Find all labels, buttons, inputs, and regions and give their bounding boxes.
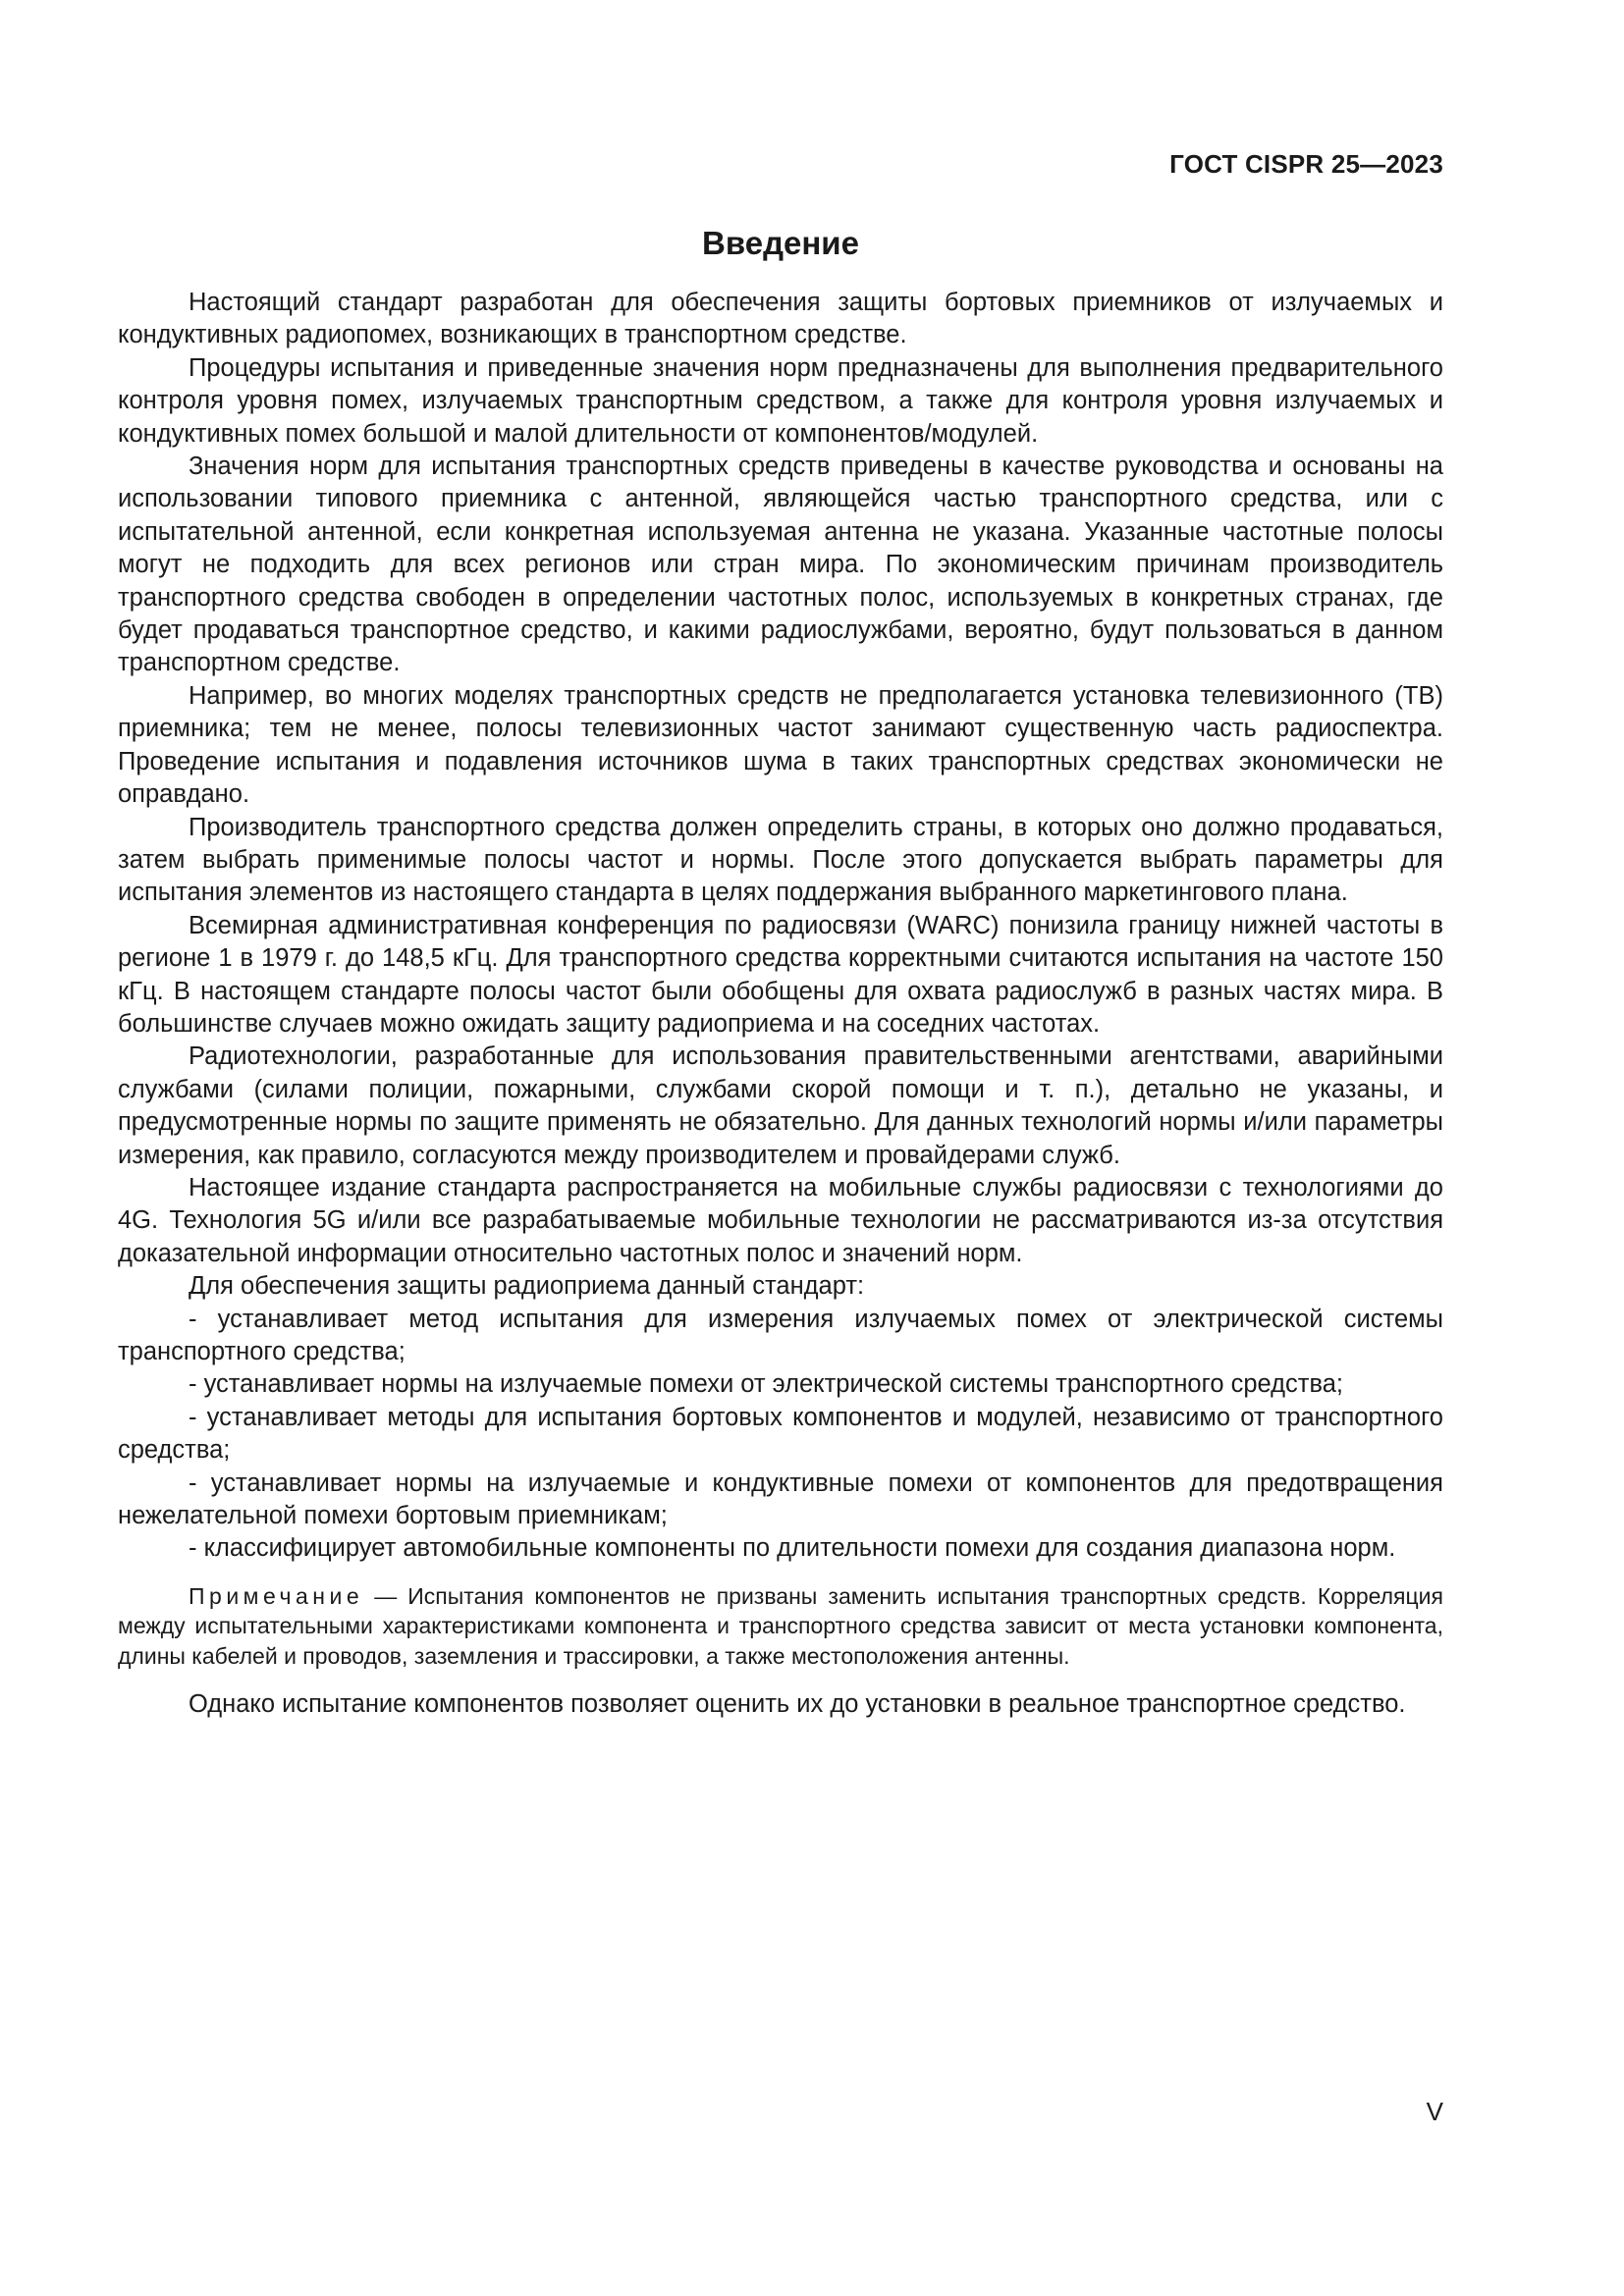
document-code: ГОСТ CISPR 25—2023 bbox=[1169, 149, 1443, 179]
paragraph: Настоящее издание стандарта распространяется на мобильные службы радиосвязи с технологиями до 4G. Технология 5G и/или все разрабатываемые мобильные технологии не рассматриваются из-за отсутствия доказательной информации относительно частотных полос и значений норм. bbox=[118, 1173, 1443, 1267]
paragraph: Значения норм для испытания транспортных средств приведены в качестве руководства и основаны на использовании типового приемника с антенной, являющейся частью транспортного средства, или с испытательной антенной, если конкретная используемая антенна не указана. Указанные частотные полосы могут не подходить для всех регионов или стран мира. По экономическим причинам производитель транспортного средства свободен в определении частотных полос, используемых в конкретных странах, где будет продаваться транспортное средство, и какими радиослужбами, вероятно, будут пользоваться в данном транспортном средстве. bbox=[118, 453, 1443, 677]
closing-paragraph: Однако испытание компонентов позволяет оценить их до установки в реальное транспортное средство. bbox=[189, 1690, 1406, 1719]
page-number: V bbox=[1426, 2097, 1443, 2126]
note bbox=[118, 1581, 1443, 1672]
paragraph: Настоящий стандарт разработан для обеспечения защиты бортовых приемников от излучаемых и кондуктивных радиопомех, возникающих в транспортном средстве. bbox=[118, 289, 1443, 349]
section-title: Введение bbox=[702, 225, 859, 261]
note-text: — Испытания компонентов не призваны заменить испытания транспортных средств. Корреляция между испытательными характеристиками компонента и транспортного средства зависит от места установки компонента, длины кабелей и проводов, заземления и трассировки, а также местоположения антенны. bbox=[118, 1582, 1443, 1669]
paragraph: Процедуры испытания и приведенные значения норм предназначены для выполнения предварительного контроля уровня помех, излучаемых транспортным средством, а также для контроля уровня излучаемых и кондуктивных помех большой и малой длительности от компонентов/модулей. bbox=[118, 353, 1443, 448]
paragraph: Радиотехнологии, разработанные для использования правительственными агентствами, аварийными службами (силами полиции, пожарными, службами скорой помощи и т. п.), детально не указаны, и предусмотренные нормы по защите применять не обязательно. Для данных технологий нормы и/или параметры измерения, как правило, согласуются между производителем и провайдерами служб. bbox=[118, 1042, 1443, 1169]
list-item: - устанавливает методы для испытания бортовых компонентов и модулей, независимо от транспортного средства; bbox=[118, 1403, 1443, 1465]
paragraph: Например, во многих моделях транспортных средств не предполагается установка телевизионного (ТВ) приемника; тем не менее, полосы телевизионных частот занимают существенную часть радиоспектра. Проведение испытания и подавления источников шума в таких транспортных средствах экономически не оправдано. bbox=[118, 681, 1443, 809]
note-label: Примечание bbox=[189, 1582, 364, 1609]
list-item: - устанавливает нормы на излучаемые помехи от электрической системы транспортного средства; bbox=[189, 1370, 1343, 1399]
list-item: - устанавливает метод испытания для измерения излучаемых помех от электрической системы транспортного средства; bbox=[118, 1305, 1443, 1365]
list-item: - классифицирует автомобильные компоненты по длительности помехи для создания диапазона норм. bbox=[189, 1534, 1396, 1563]
paragraph: Всемирная административная конференция по радиосвязи (WARC) понизила границу нижней частоты в регионе 1 в 1979 г. до 148,5 кГц. Для транспортного средства корректными считаются испытания на частоте 150 кГц. В настоящем стандарте полосы частот были обобщены для охвата радиослужб в разных частях мира. В большинстве случаев можно ожидать защиту радиоприема и на соседних частотах. bbox=[118, 911, 1443, 1038]
paragraph: Для обеспечения защиты радиоприема данный стандарт: bbox=[189, 1272, 865, 1301]
list-item: - устанавливает нормы на излучаемые и кондуктивные помехи от компонентов для предотвращения нежелательной помехи бортовым приемникам; bbox=[118, 1468, 1443, 1530]
document-body bbox=[118, 222, 1443, 1722]
paragraph: Производитель транспортного средства должен определить страны, в которых оно должно продаваться, затем выбрать применимые полосы частот и нормы. После этого допускается выбрать параметры для испытания элементов из настоящего стандарта в целях поддержания выбранного маркетингового плана. bbox=[118, 813, 1443, 907]
